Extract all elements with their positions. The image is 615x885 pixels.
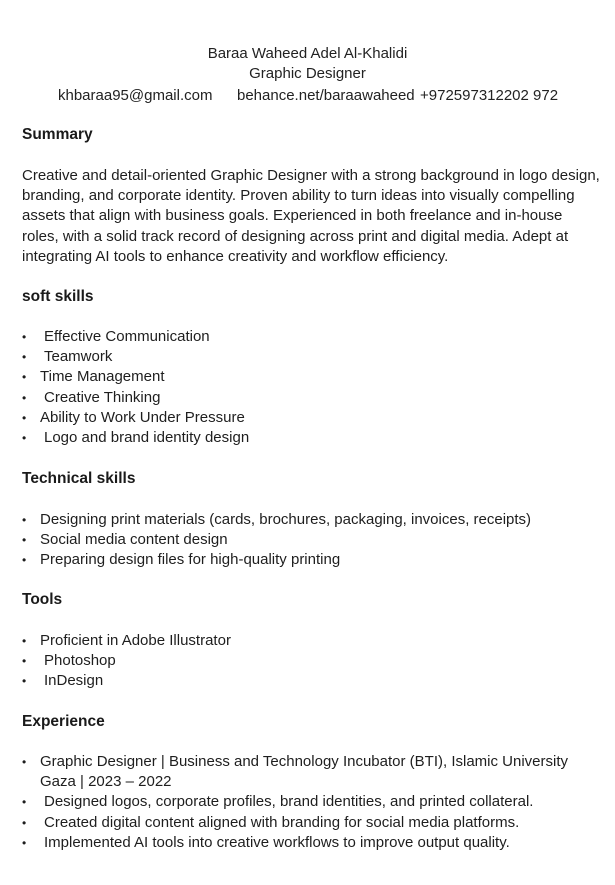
candidate-name: Baraa Waheed Adel Al-Khalidi: [207, 45, 408, 62]
bullet-icon: •: [22, 533, 27, 548]
experience-heading: Experience: [22, 713, 105, 730]
list-item: • Designed logos, corporate profiles, brand identities, and printed collateral.: [22, 792, 600, 812]
technical-skills-heading: Technical skills: [22, 470, 136, 487]
soft-skills-list: [22, 327, 249, 448]
candidate-role: Graphic Designer: [249, 65, 366, 82]
bullet-icon: •: [22, 835, 27, 850]
bullet-icon: •: [22, 674, 27, 689]
technical-skills-list: [22, 510, 531, 571]
bullet-icon: •: [22, 634, 27, 648]
bullet-icon: •: [22, 330, 27, 344]
phone-text: +972597312202 972: [420, 87, 559, 104]
behance-text: behance.net/baraawaheed: [237, 87, 415, 104]
bullet-icon: •: [22, 553, 27, 568]
list-item: • Preparing design files for high-quality printing: [22, 550, 531, 570]
list-item: • Effective Communication: [22, 327, 249, 347]
bullet-icon: •: [22, 513, 27, 527]
bullet-icon: •: [22, 815, 27, 830]
summary-text: Creative and detail-oriented Graphic Designer with a strong background in logo design, branding, and corporate identity. Proven ability to turn ideas into visually compelling assets that align with business goals. Experienced in both freelance and in-house roles, with a solid track record of designing across print and digital media. Adept at integrating AI tools to enhance creativity and workflow efficiency.: [22, 167, 600, 265]
list-item: • Social media content design: [22, 530, 531, 550]
summary-heading: Summary: [22, 126, 93, 143]
list-item: • Graphic Designer | Business and Technology Incubator (BTI), Islamic University Gaza | 2023 – 2022: [22, 753, 569, 791]
bullet-icon: •: [22, 431, 27, 446]
bullet-icon: •: [22, 390, 27, 405]
list-item: • Ability to Work Under Pressure: [22, 408, 249, 428]
list-item: • Photoshop: [22, 651, 231, 671]
bullet-icon: •: [22, 755, 27, 769]
bullet-icon: •: [22, 795, 27, 810]
list-item: • Logo and brand identity design: [22, 428, 249, 448]
list-item: • Creative Thinking: [22, 388, 249, 408]
soft-skills-heading: soft skills: [22, 288, 94, 305]
bullet-icon: •: [22, 410, 27, 425]
list-item: • InDesign: [22, 671, 231, 691]
list-item: • Proficient in Adobe Illustrator: [22, 631, 231, 651]
list-item: • Designing print materials (cards, brochures, packaging, invoices, receipts): [22, 510, 531, 530]
bullet-icon: •: [22, 654, 27, 669]
list-item: • Implemented AI tools into creative workflows to improve output quality.: [22, 833, 600, 853]
resume-header: [0, 44, 615, 84]
list-item: • Created digital content aligned with branding for social media platforms.: [22, 813, 600, 833]
bullet-icon: •: [22, 350, 27, 365]
experience-list: [22, 752, 600, 853]
email-text: khbaraa95@gmail.com: [58, 87, 213, 104]
tools-heading: Tools: [22, 591, 63, 608]
list-item: • Teamwork: [22, 347, 249, 367]
bullet-icon: •: [22, 370, 27, 385]
list-item: • Time Management: [22, 367, 249, 387]
tools-list: [22, 631, 231, 692]
